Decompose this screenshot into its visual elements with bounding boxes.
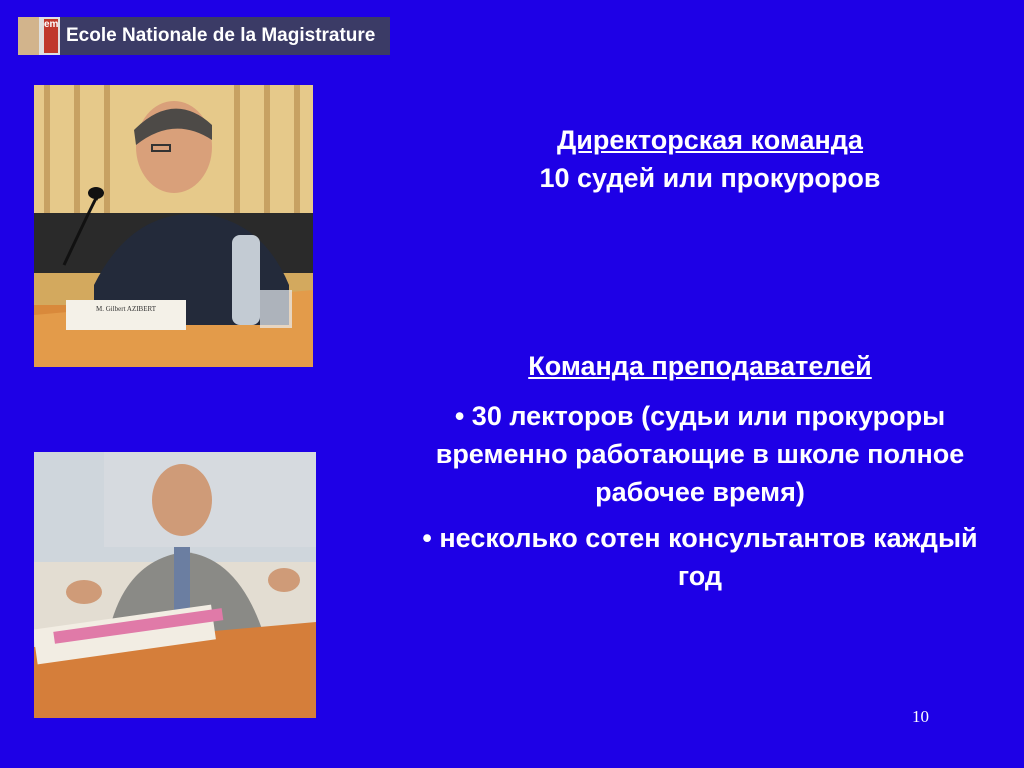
page-number: 10 <box>912 707 929 726</box>
photo-lecturer-image <box>34 452 316 718</box>
photo-director <box>34 85 313 367</box>
teachers-team-title: Команда преподавателей <box>528 351 872 381</box>
logo-text: Ecole Nationale de la Magistrature <box>66 25 376 46</box>
logo-emblem <box>18 17 60 55</box>
nameplate-text: M. Gilbert AZIBERT <box>95 305 157 313</box>
photo-director-image <box>34 85 313 367</box>
list-item: • 30 лекторов (судьи или прокуроры временно работающие в школе полное рабочее время) <box>435 401 965 507</box>
director-team-subtitle: 10 судей или прокуроров <box>539 163 881 193</box>
school-logo-banner <box>18 17 390 55</box>
director-team-title: Директорская команда <box>557 125 863 155</box>
photo-lecturer <box>34 452 316 718</box>
list-item: • несколько сотен консультантов каждый год <box>422 523 978 591</box>
teachers-team-block <box>380 347 1020 603</box>
logo-mark: em <box>44 19 58 53</box>
director-team-block <box>440 121 980 205</box>
